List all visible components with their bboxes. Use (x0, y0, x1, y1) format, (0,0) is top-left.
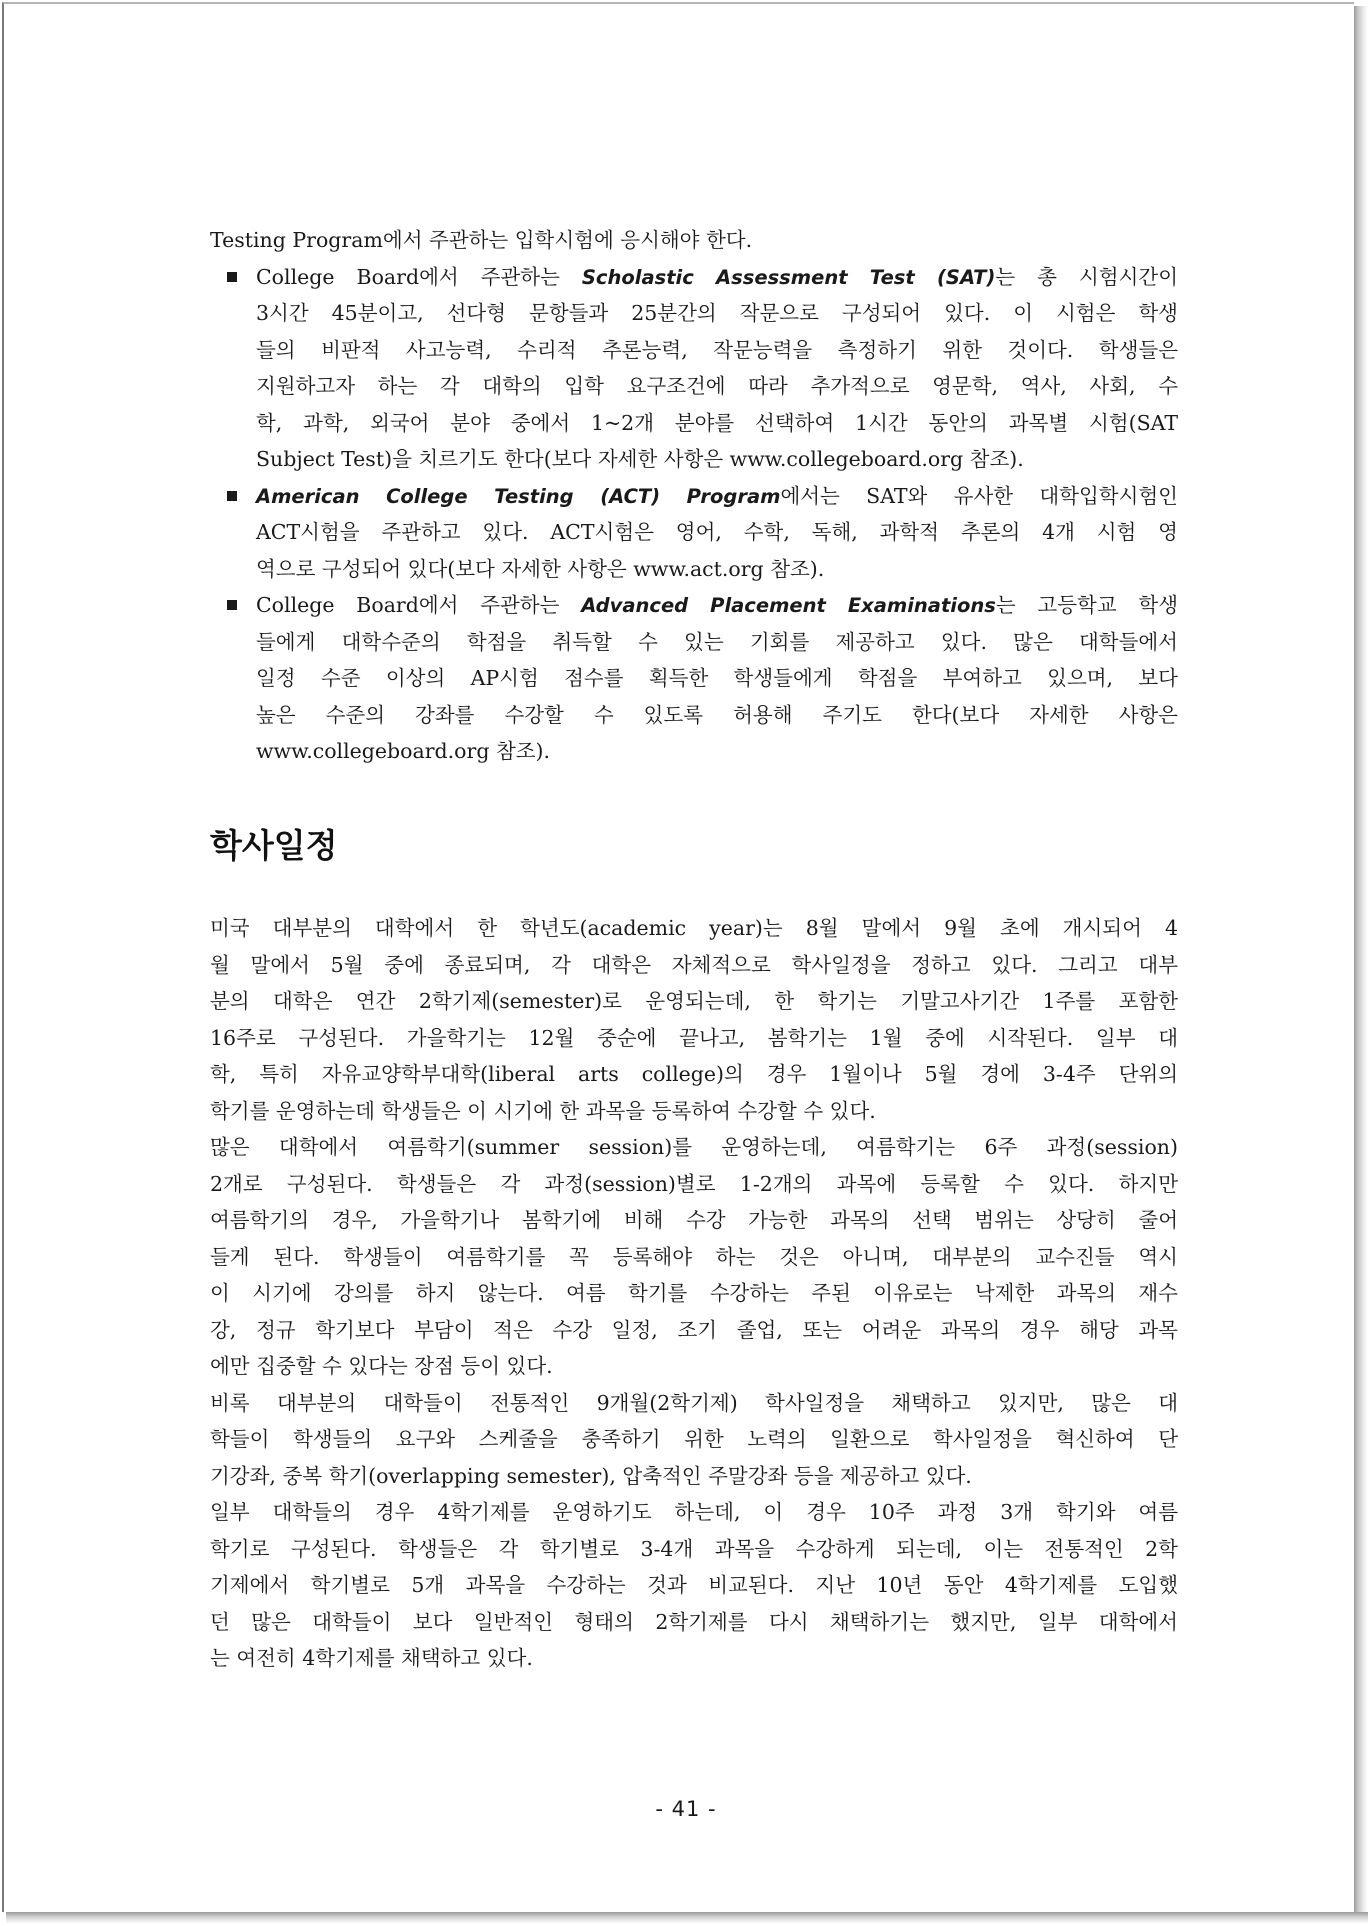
paragraph-line: 월 말에서 5월 중에 종료되며, 각 대학은 자체적으로 학사일정을 정하고 있다. 그리고 대부 (210, 952, 1178, 977)
bullet-line (256, 587, 1178, 624)
bullet-line: ACT시험을 주관하고 있다. ACT시험은 영어, 수학, 독해, 과학적 추론의 4개 시험 영 (256, 520, 1178, 544)
paragraph-line: 여름학기의 경우, 가을학기나 봄학기에 비해 수강 가능한 과목의 선택 범위는 상당히 줄어 (210, 1208, 1178, 1232)
bullet-item-act (210, 478, 1178, 588)
exam-list-section (210, 222, 1178, 770)
square-bullet-icon (227, 600, 237, 610)
academic-calendar-body (210, 910, 1178, 1677)
bullet-text: 에서는 SAT와 유사한 대학입학시험인 (780, 483, 1178, 508)
paragraph-line: 강, 정규 학기보다 부담이 적은 수강 일정, 조기 졸업, 또는 어려운 과목의 경우 해당 과목 (210, 1317, 1178, 1342)
paragraph (210, 1129, 1178, 1385)
paragraph-line: 는 여전히 4학기제를 채택하고 있다. (210, 1646, 533, 1670)
bullet-line: 역으로 구성되어 있다(보다 자세한 사항은 www.act.org 참조). (256, 556, 825, 581)
section-title: 학사일정 (210, 826, 338, 865)
bullet-line: 일정 수준 이상의 AP시험 점수를 획득한 학생들에게 학점을 부여하고 있으며, 보다 (256, 666, 1178, 690)
paragraph-line: 학기로 구성된다. 학생들은 각 학기별로 3-4개 과목을 수강하게 되는데, 이는 전통적인 2학 (210, 1536, 1178, 1561)
bullet-line: 높은 수준의 강좌를 수강할 수 있도록 허용해 주기도 한다(보다 자세한 사항은 (256, 702, 1178, 727)
paragraph-line: 학들이 학생들의 요구와 스케줄을 충족하기 위한 노력의 일환으로 학사일정을 혁신하여 단 (210, 1427, 1178, 1451)
bullet-text: 는 고등학교 학생 (995, 593, 1178, 617)
bullet-text: College Board에서 주관하는 (256, 593, 582, 617)
paragraph-line: 기강좌, 중복 학기(overlapping semester), 압축적인 주말강좌 등을 제공하고 있다. (210, 1463, 972, 1488)
paragraph-line: 기제에서 학기별로 5개 과목을 수강하는 것과 비교된다. 지난 10년 동안 4학기제를 도입했 (210, 1573, 1178, 1597)
bullet-emphasis: American College Testing (ACT) Program (256, 484, 781, 508)
bullet-line: Subject Test)을 치르기도 한다(보다 자세한 사항은 www.collegeboard.org 참조). (256, 447, 1024, 471)
paragraph-line: 많은 대학에서 여름학기(summer session)를 운영하는데, 여름학기는 6주 과정(session) (210, 1135, 1178, 1159)
paragraph (210, 910, 1178, 1129)
bullet-emphasis: Advanced Placement Examinations (581, 594, 996, 617)
bullet-line: www.collegeboard.org 참조). (256, 739, 551, 763)
bullet-text: College Board에서 주관하는 (256, 264, 582, 289)
bullet-line: 학, 과학, 외국어 분야 중에서 1~2개 분야를 선택하여 1시간 동안의 과목별 시험(SAT (256, 410, 1178, 435)
paragraph-line: 미국 대부분의 대학에서 한 학년도(academic year)는 8월 말에서 9월 초에 개시되어 4 (210, 916, 1178, 940)
intro-line: Testing Program에서 주관하는 입학시험에 응시해야 한다. (210, 228, 753, 252)
bullet-emphasis: Scholastic Assessment Test (SAT) (581, 265, 996, 289)
paragraph (210, 1385, 1178, 1495)
paragraph-line: 이 시기에 강의를 하지 않는다. 여름 학기를 수강하는 주된 이유로는 낙제한 과목의 재수 (210, 1281, 1178, 1305)
bullet-line: 들에게 대학수준의 학점을 취득할 수 있는 기회를 제공하고 있다. 많은 대학들에서 (256, 629, 1178, 654)
exam-bullet-list (210, 259, 1178, 770)
paragraph-line: 분의 대학은 연간 2학기제(semester)로 운영되는데, 한 학기는 기말고사기간 1주를 포함한 (210, 989, 1178, 1013)
bullet-line: 지원하고자 하는 각 대학의 입학 요구조건에 따라 추가적으로 영문학, 역사, 사회, 수 (256, 374, 1178, 398)
paragraph-line: 학, 특히 자유교양학부대학(liberal arts college)의 경우 1월이나 5월 경에 3-4주 단위의 (210, 1062, 1178, 1086)
paragraph-line: 에만 집중할 수 있다는 장점 등이 있다. (210, 1354, 553, 1378)
page-number: - 41 - (655, 1797, 717, 1821)
paragraph-line: 비록 대부분의 대학들이 전통적인 9개월(2학기제) 학사일정을 채택하고 있지만, 많은 대 (210, 1390, 1178, 1415)
bullet-line: 3시간 45분이고, 선다형 문항들과 25분간의 작문으로 구성되어 있다. 이 시험은 학생 (256, 301, 1178, 325)
paragraph-line: 들게 된다. 학생들이 여름학기를 꼭 등록해야 하는 것은 아니며, 대부분의 교수진들 역시 (210, 1244, 1178, 1269)
page-shadow-right (1354, 6, 1368, 1920)
paragraph-line: 2개로 구성된다. 학생들은 각 과정(session)별로 1-2개의 과목에 등록할 수 있다. 하지만 (210, 1171, 1178, 1196)
paragraph-line: 일부 대학들의 경우 4학기제를 운영하기도 하는데, 이 경우 10주 과정 3개 학기와 여름 (210, 1500, 1178, 1524)
paragraph (210, 1494, 1178, 1677)
bullet-text: 는 총 시험시간이 (995, 264, 1178, 289)
paragraph-line: 학기를 운영하는데 학생들은 이 시기에 한 과목을 등록하여 수강할 수 있다. (210, 1098, 876, 1123)
bullet-item-sat (210, 259, 1178, 478)
bullet-line: 들의 비판적 사고능력, 수리적 추론능력, 작문능력을 측정하기 위한 것이다. 학생들은 (256, 337, 1178, 362)
bullet-line (256, 259, 1178, 296)
paragraph-line: 16주로 구성된다. 가을학기는 12월 중순에 끝나고, 봄학기는 1월 중에 시작된다. 일부 대 (210, 1025, 1178, 1050)
paragraph-line: 던 많은 대학들이 보다 일반적인 형태의 2학기제를 다시 채택하기는 했지만, 일부 대학에서 (210, 1609, 1178, 1634)
square-bullet-icon (227, 272, 237, 282)
bullet-line (256, 478, 1178, 515)
page-shadow-bottom (6, 1912, 1368, 1924)
square-bullet-icon (227, 491, 237, 501)
bullet-item-ap (210, 587, 1178, 770)
